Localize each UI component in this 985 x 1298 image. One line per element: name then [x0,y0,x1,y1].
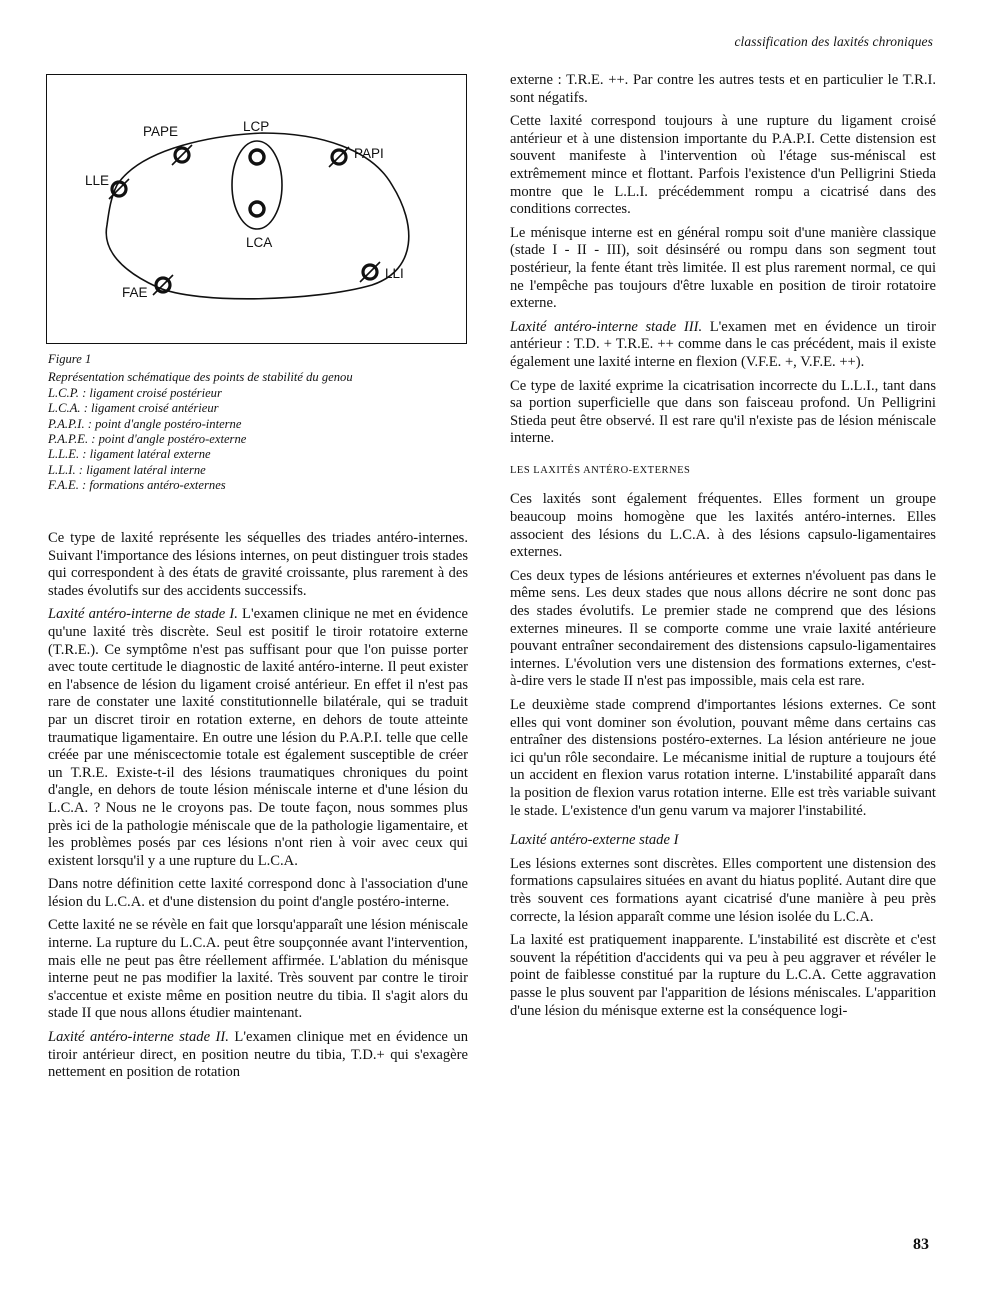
label-fae: FAE [122,285,148,300]
caption-legend-item: P.A.P.E. : point d'angle postéro-externe [48,432,247,447]
point-lli [360,262,380,282]
paragraph: Le deuxième stade comprend d'importantes lésions externes. Ce sont elles qui vont dominer son évolution, pouvant même dans certains cas entraîner des distensions postéro-externes. La lésion antérieure ne joue ici qu'un rôle secondaire. Le mécanisme initial de rupture a toujours été un accident en flexion varus rotation interne. L'instabilité apparaît dans la position de flexion varus rotation interne. Elle est très variable suivant le stade. L'existence d'un genu varum va majorer l'instabilité. [510,697,936,819]
label-lle: LLE [85,173,110,188]
caption-legend-item: L.L.I. : ligament latéral interne [48,462,206,477]
caption-legend-item: P.A.P.I. : point d'angle postéro-interne [48,416,242,431]
paragraph: La laxité est pratiquement inapparente. L'instabilité est discrète et c'est souvent la répétition d'accidents qui va peu à peu aggraver et révéler le point de faiblesse constitué par la rupture du L.C.A. Cette aggravation passe le plus souvent par l'apparition de lésions méniscales. L'apparition d'une lésion du ménisque externe est la conséquence logi- [510,932,936,1019]
label-lca: LCA [246,235,273,250]
paragraph: Ces deux types de lésions antérieures et externes n'évoluent pas dans le même sens. Les deux stades que nous allons décrire ne sont donc pas des stades évolutifs. Le premier stade ne comprend que des lésions externes mineures. Il se comporte comme une vraie laxité antérieure pouvant entraîner secondairement des distensions capsulo-ligamentaires internes. L'évolution vers une distension des formations externes, c'est-à-dire vers le stade II n'est pas impossible, mais cela est rare. [510,567,936,690]
caption-legend-item: L.C.P. : ligament croisé postérieur [48,385,222,400]
paragraph-body: L'examen clinique ne met en évidence qu'une laxité très discrète. Seul est positif le tiroir rotatoire externe (T.R.E.). Ce symptôme n'est pas suffisant pour que l'on puisse porter avec toute certitude le diagnostic de laxité antéro-interne. Il peut exister en l'absence de lésion du ligament croisé antérieur. En effet il n'est pas rare de constater une laxité constitutionnelle bilatérale, qui se traduit par un discret tiroir en rotation externe, en dehors de toute atteinte traumatique ligamentaire. En outre une lésion du P.A.P.I. telle que celle créée par une méniscectomie totale est également susceptible de créer un T.R.E. Existe-t-il des lésions traumatiques chroniques du point d'angle, en dehors de toute lésion méniscale interne et d'une lésion du L.C.A. ? Nous ne le croyons pas. De toute façon, nous sommes plus près ici de la pathologie méniscale que de la pathologie ligamentaire, et les problèmes posés par ces lésions n'ont rien à voir avec ceux qui existent lorsqu'il y a une rupture du L.C.A. [48,606,468,869]
paragraph: Ce type de laxité exprime la cicatrisation incorrecte du L.L.I., tant dans sa portion superficielle que dans son faisceau profond. Un Pelligrini Stieda peut être observé. Il est rare qu'il n'existe pas de lésion méniscale interne. [510,377,936,447]
paragraph: Dans notre définition cette laxité correspond donc à l'association d'une lésion du L.C.A. et d'une distension du point d'angle postéro-interne. [48,876,468,910]
point-lca [250,202,264,216]
paragraph [48,606,468,870]
caption-legend-item: F.A.E. : formations antéro-externes [48,478,226,493]
point-lle [109,179,129,199]
paragraph-lead: Laxité antéro-interne stade III. [510,318,703,335]
subsection-heading: Laxité antéro-externe stade I [510,832,679,849]
label-lli: LLI [385,266,404,281]
paragraph [48,1029,468,1082]
paragraph [510,319,936,372]
paragraph-lead: Laxité antéro-interne de stade I. [48,606,238,623]
section-heading: LES LAXITÉS ANTÉRO-EXTERNES [510,464,691,476]
paragraph: Cette laxité ne se révèle en fait que lorsqu'apparaît une lésion méniscale interne. La rupture du L.C.A. peut être soupçonnée avant l'intervention, mais elle ne peut pas être réellement affirmée. L'ablation du ménisque interne peut ne pas modifier la laxité. Très souvent par contre le tiroir s'accentue et existe même en position neutre du tibia. Il s'agit alors du stade II que nous allons étudier maintenant. [48,917,468,1022]
label-papi: PAPI [354,146,384,161]
page-number: 83 [913,1236,929,1253]
paragraph: Cette laxité correspond toujours à une rupture du ligament croisé antérieur et à une distension importante du P.A.P.I. Cette distension est souvent manifeste à l'intervention où l'étage sus-méniscal est extrêmement mince et flottant. Parfois l'existence d'un Pelligrini Stieda montre que le L.L.I. précédemment rompu a cicatrisé dans des conditions correctes. [510,113,936,218]
figure-knee-diagram [46,74,467,344]
paragraph-body: L'examen clinique met en évidence un tiroir antérieur direct, en position neutre du tibia, T.D.+ qui s'exagère nettement en position de rotation [48,1029,468,1081]
figure-caption [48,352,468,494]
caption-subtitle: Représentation schématique des points de stabilité du genou [48,370,353,385]
paragraph: Les lésions externes sont discrètes. Elles comportent une distension des formations capsulaires situées en avant du hiatus poplité. Autant dire que très souvent ces formations ayant cicatrisé d'une manière à peu près correcte, la lésion apparaît comme une lésion isolée du L.C.A. [510,855,936,925]
point-papi [329,147,349,167]
paragraph: Ces laxités sont également fréquentes. Elles forment un groupe beaucoup moins homogène que les laxités antéro-internes. Elles associent des lésions du L.C.A. à des lésions capsulo-ligamentaires externes. [510,491,936,561]
caption-legend-item: L.C.A. : ligament croisé antérieur [48,401,219,416]
paragraph: externe : T.R.E. ++. Par contre les autres tests et en particulier le T.R.I. sont négatifs. [510,72,936,106]
label-pape: PAPE [143,124,179,139]
paragraph: Le ménisque interne est en général rompu soit d'une manière classique (stade I - II - III), soit désinséré ou rompu dans son segment tout postérieur, la fente étant très limitée. Il est plus rarement normal, ce qui ne l'empêche pas toujours d'être luxable en position de tiroir rotatoire externe. [510,224,936,312]
caption-legend-item: L.L.E. : ligament latéral externe [48,447,211,462]
right-column [510,72,936,1026]
label-lcp: LCP [243,119,270,134]
knee-stability-diagram [47,75,465,342]
left-column [48,530,468,1088]
caption-title: Figure 1 [48,352,92,366]
paragraph-body: L'examen met en évidence un tiroir antérieur : T.D. + T.R.E. ++ comme dans le cas précédent, mais il existe également une laxité interne en flexion (V.F.E. +, V.F.E. ++). [510,318,936,370]
point-lcp [250,150,264,164]
paragraph: Ce type de laxité représente les séquelles des triades antéro-internes. Suivant l'importance des lésions internes, on peut distinguer trois stades qui correspondent à des états de gravité croissante, plus rarement à des stades évolutifs sur des accidents successifs. [48,530,468,599]
running-head: classification des laxités chroniques [734,34,933,49]
paragraph-lead: Laxité antéro-interne stade II. [48,1029,229,1046]
